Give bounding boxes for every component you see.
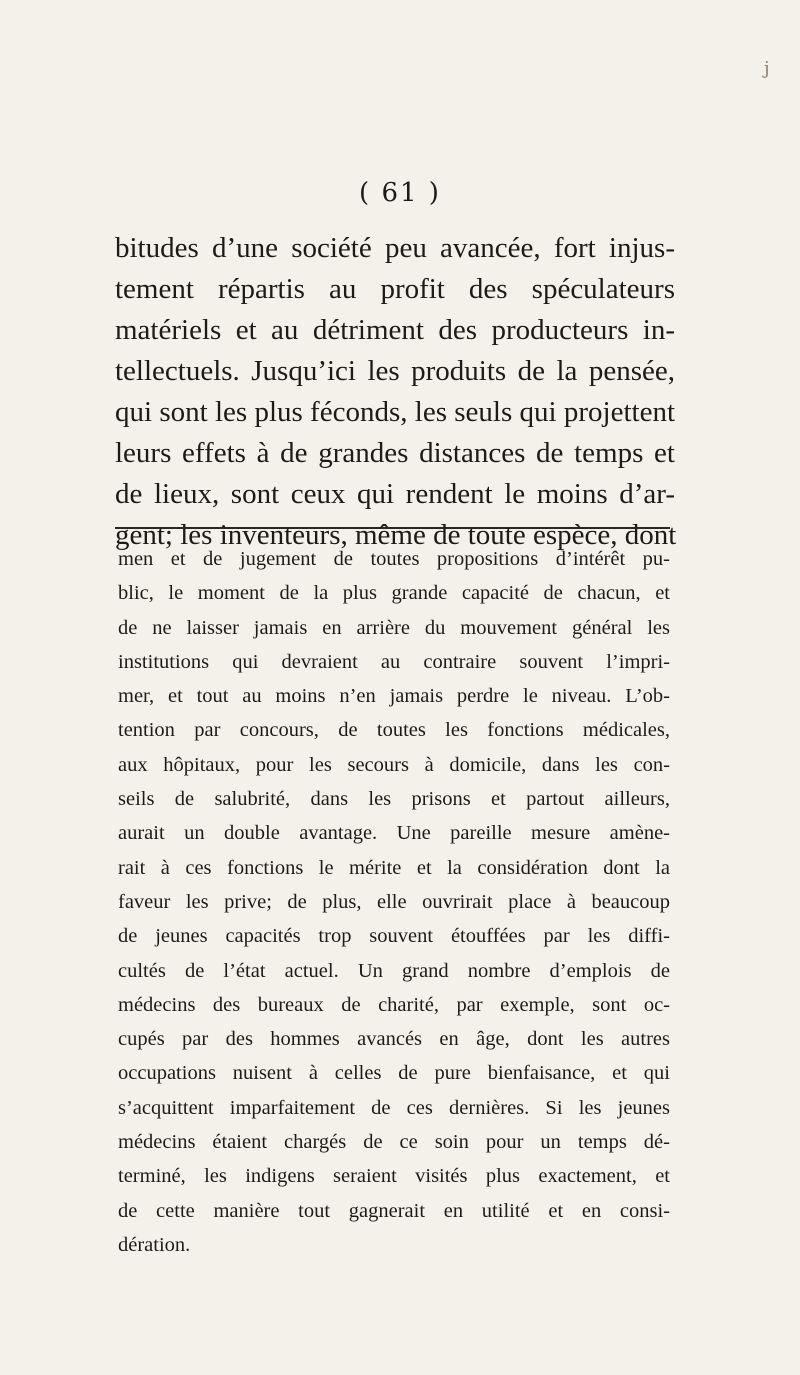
footnote-line: seils de salubrité, dans les prisons et partout ailleurs, xyxy=(118,788,670,811)
page-number: ( 61 ) xyxy=(359,178,441,208)
footnote-line: de jeunes capacités trop souvent étouffées par les diffi- xyxy=(118,925,670,948)
footnote-line: aurait un double avantage. Une pareille mesure amène- xyxy=(118,822,670,845)
footnote-line: cupés par des hommes avancés en âge, dont les autres xyxy=(118,1028,670,1051)
footnote-line: s’acquittent imparfaitement de ces dernières. Si les jeunes xyxy=(118,1096,670,1119)
main-text-line: matériels et au détriment des producteurs in- xyxy=(115,314,675,346)
main-text-line: tellectuels. Jusqu’ici les produits de la pensée, xyxy=(115,355,675,387)
footnote-line: médecins des bureaux de charité, par exemple, sont oc- xyxy=(118,993,670,1016)
footnote-line: mer, et tout au moins n’en jamais perdre le niveau. L’ob- xyxy=(118,685,670,708)
footnote-line: de ne laisser jamais en arrière du mouvement général les xyxy=(118,616,670,639)
footnote-line: institutions qui devraient au contraire souvent l’impri- xyxy=(118,650,670,673)
footnote-line: faveur les prive; de plus, elle ouvrirait place à beaucoup xyxy=(118,890,670,913)
footnote-divider xyxy=(115,527,670,529)
footnote-line: cultés de l’état actuel. Un grand nombre d’emplois de xyxy=(118,959,670,982)
footnote-line: médecins étaient chargés de ce soin pour un temps dé- xyxy=(118,1131,670,1154)
footnote-line: aux hôpitaux, pour les secours à domicile, dans les con- xyxy=(118,753,670,776)
main-text-line: bitudes d’une société peu avancée, fort injus- xyxy=(115,232,675,264)
footnote-line: dération. xyxy=(118,1233,191,1256)
main-text-line: tement répartis au profit des spéculateurs xyxy=(115,273,675,305)
footnote-block xyxy=(118,542,670,1262)
main-text-line: gent; les inventeurs, même de toute espèce, dont xyxy=(115,519,677,551)
footnote-line: tention par concours, de toutes les fonctions médicales, xyxy=(118,719,670,742)
main-text-line: de lieux, sont ceux qui rendent le moins d’ar- xyxy=(115,478,675,510)
corner-mark: j xyxy=(764,58,770,79)
main-text-line: leurs effets à de grandes distances de temps et xyxy=(115,437,675,469)
main-text-block xyxy=(115,228,675,556)
footnote-line: terminé, les indigens seraient visités plus exactement, et xyxy=(118,1165,670,1188)
main-text-line: qui sont les plus féconds, les seuls qui projettent xyxy=(115,396,675,428)
footnote-line: de cette manière tout gagnerait en utilité et en consi- xyxy=(118,1199,670,1222)
footnote-line: men et de jugement de toutes propositions d’intérêt pu- xyxy=(118,548,670,570)
footnote-line: occupations nuisent à celles de pure bienfaisance, et qui xyxy=(118,1062,670,1085)
footnote-line: blic, le moment de la plus grande capacité de chacun, et xyxy=(118,582,670,605)
footnote-line: rait à ces fonctions le mérite et la considération dont la xyxy=(118,856,670,879)
